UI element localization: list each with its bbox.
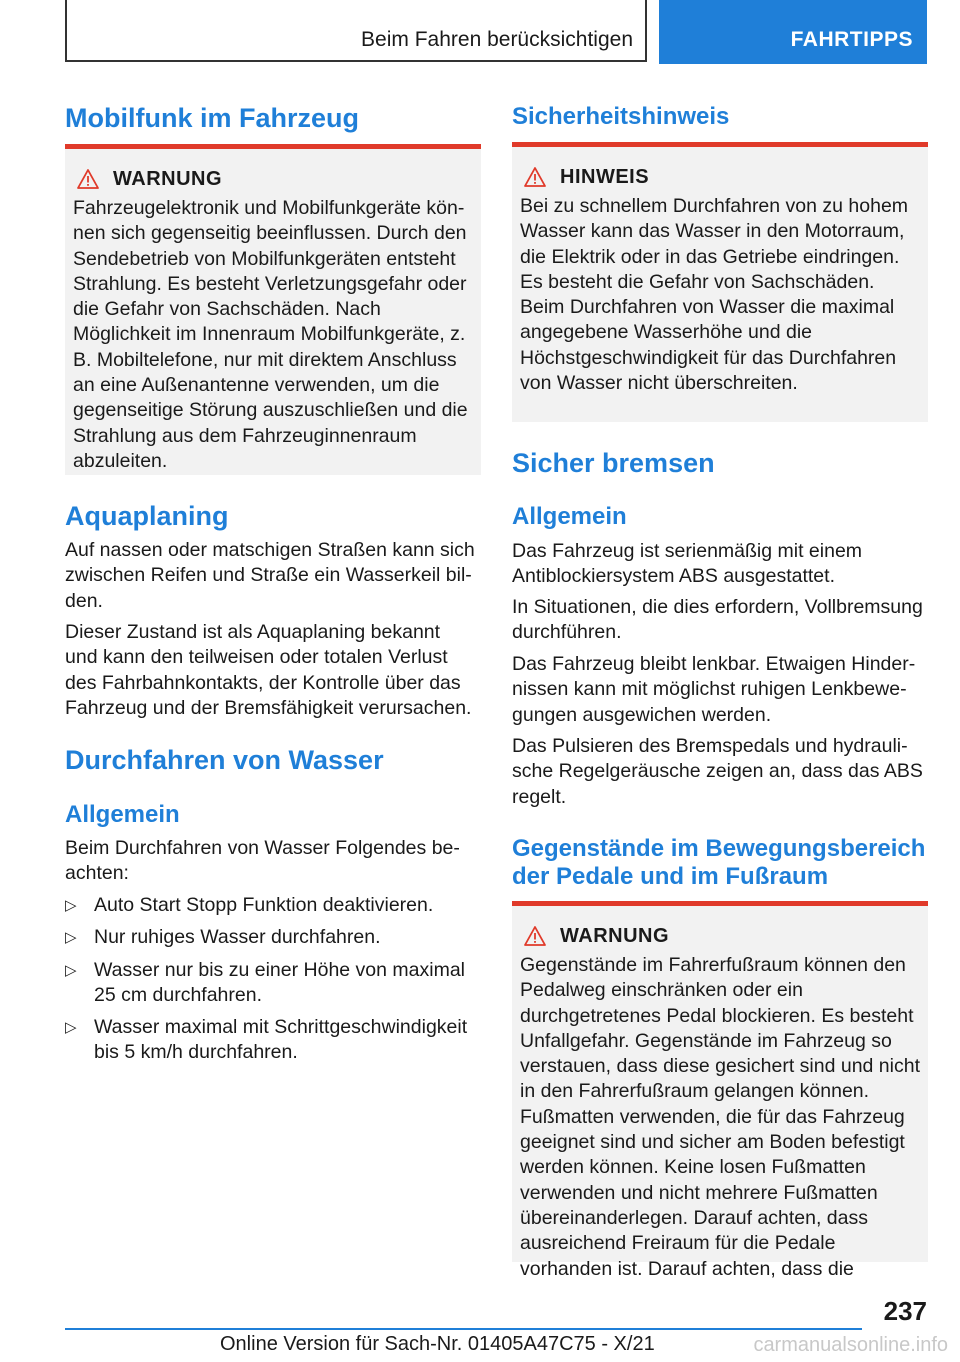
warning-triangle-icon [524, 926, 546, 946]
list-item: ▷ Wasser nur bis zu einer Höhe von maximal 25 cm durchfahren. [65, 958, 466, 1006]
triangle-bullet-icon: ▷ [65, 929, 77, 947]
page-header [65, 0, 927, 64]
footer-divider [65, 1328, 862, 1330]
warning-box-mobilfunk [65, 144, 481, 475]
warning-text: Fahrzeugelektronik und Mobilfunkgeräte können sich gegenseitig beeinflussen. Durch den Sendebetrieb von Mobilfunkgeräten entsteht Strahlung. Es besteht Verletzungsgefahr oder die Gefahr von Sachschäden. Nach Möglichkeit im Innenraum Mobilfunkgeräte, z. B. Mobiltelefone, nur mit direktem Anschluss an eine Außenantenne verwenden, um die gegenseitige Störung auszuschließen und die Strahlung aus dem Fahrzeuginnenraum abzuleiten. [73, 197, 468, 472]
triangle-bullet-icon: ▷ [65, 961, 77, 979]
paragraph-aquaplaning-2: Dieser Zustand ist als Aquaplaning bekannt und kann den teilweisen oder totalen Verlust des Fahrbahnkontakts, der Kontrolle über das Fahrzeug und der Bremsfähigkeit verursachen. [65, 621, 472, 719]
heading-aquaplaning: Aquaplaning [65, 501, 229, 531]
paragraph-wasser-intro: Beim Durchfahren von Wasser Folgendes beachten: [65, 837, 460, 885]
heading-gegenstaende-line-1: Gegenstände im Bewegungsbereich [512, 835, 926, 862]
warning-box-gegenstaende [512, 901, 928, 1280]
warning-text: Gegenstände im Fahrerfußraum können den Pedalweg einschränken oder ein durchgetretenes Pedal blockieren. Es besteht Unfallgefahr. Gegenstände im Fahrzeug so verstauen, dass diese gesichert sind und nicht in den Fahrerfußraum gelangen können. Fußmatten verwenden, die für das Fahrzeug geeignet sind und sicher am Boden befestigt werden können. Keine losen Fußmatten verwenden und nicht mehrere Fußmatten übereinanderlegen. Darauf achten, dass ausreichend Freiraum für die Pedale vorhanden ist. Darauf achten, dass die [520, 954, 920, 1280]
paragraph-aquaplaning-1: Auf nassen oder matschigen Straßen kann sich zwischen Reifen und Straße ein Wasserkeil bilden. [65, 539, 475, 612]
heading-gegenstaende-line-2: der Pedale und im Fußraum [512, 863, 829, 890]
warning-label: WARNUNG [560, 924, 670, 947]
warning-triangle-icon [524, 167, 546, 187]
page-number: 237 [883, 1296, 927, 1326]
list-item: ▷ Auto Start Stopp Funktion deaktivieren. [65, 893, 477, 918]
watermark: carmanualsonline.info [753, 1334, 948, 1356]
heading-durchfahren-wasser: Durchfahren von Wasser [65, 745, 384, 775]
paragraph-bremsen-1: Das Fahrzeug ist serienmäßig mit einem Antiblockiersystem ABS ausgestattet. [512, 540, 863, 588]
paragraph-bremsen-4: Das Pulsieren des Bremspedals und hydraulische Regelgeräusche zeigen an, dass das ABS regelt. [512, 735, 923, 808]
heading-sicher-bremsen: Sicher bremsen [512, 448, 715, 478]
header-section-title: Beim Fahren berücksichtigen [65, 0, 647, 62]
hinweis-box [512, 142, 928, 422]
footer-online-version: Online Version für Sach-Nr. 01405A47C75 - X/21 [220, 1333, 655, 1355]
wasser-bullet-list [65, 893, 477, 1073]
hinweis-text: Bei zu schnellem Durchfahren von zu hohem Wasser kann das Wasser in den Motorraum, die Elektrik oder in das Getriebe eindringen. Es besteht die Gefahr von Sachschäden. Beim Durchfahren von Wasser die maximal angegebene Wasserhöhe und die Höchstgeschwindigkeit für das Durchfahren von Wasser nicht überschreiten. [520, 195, 909, 395]
list-item: ▷ Nur ruhiges Wasser durchfahren. [65, 925, 477, 950]
paragraph-bremsen-3: Das Fahrzeug bleibt lenkbar. Etwaigen Hindernissen kann mit möglichst ruhigen Lenkbewegungen ausgewichen werden. [512, 653, 916, 726]
triangle-bullet-icon: ▷ [65, 897, 77, 914]
heading-mobilfunk: Mobilfunk im Fahrzeug [65, 103, 359, 133]
heading-sicherheitshinweis: Sicherheitshinweis [512, 103, 730, 130]
hinweis-title [524, 163, 920, 191]
warning-title [77, 165, 473, 193]
hinweis-label: HINWEIS [560, 165, 650, 188]
header-chapter-tab[interactable]: FAHRTIPPS [659, 0, 927, 64]
paragraph-bremsen-2: In Situationen, die dies erfordern, Vollbremsung durchführen. [512, 596, 923, 644]
triangle-bullet-icon: ▷ [65, 1019, 77, 1037]
heading-allgemein-bremsen: Allgemein [512, 503, 627, 530]
warning-label: WARNUNG [113, 167, 223, 190]
warning-title [524, 922, 920, 950]
list-item: ▷ Wasser maximal mit Schrittgeschwindigkeit bis 5 km/h durchfahren. [65, 1016, 468, 1064]
warning-triangle-icon [77, 169, 99, 189]
heading-allgemein-wasser: Allgemein [65, 801, 180, 828]
